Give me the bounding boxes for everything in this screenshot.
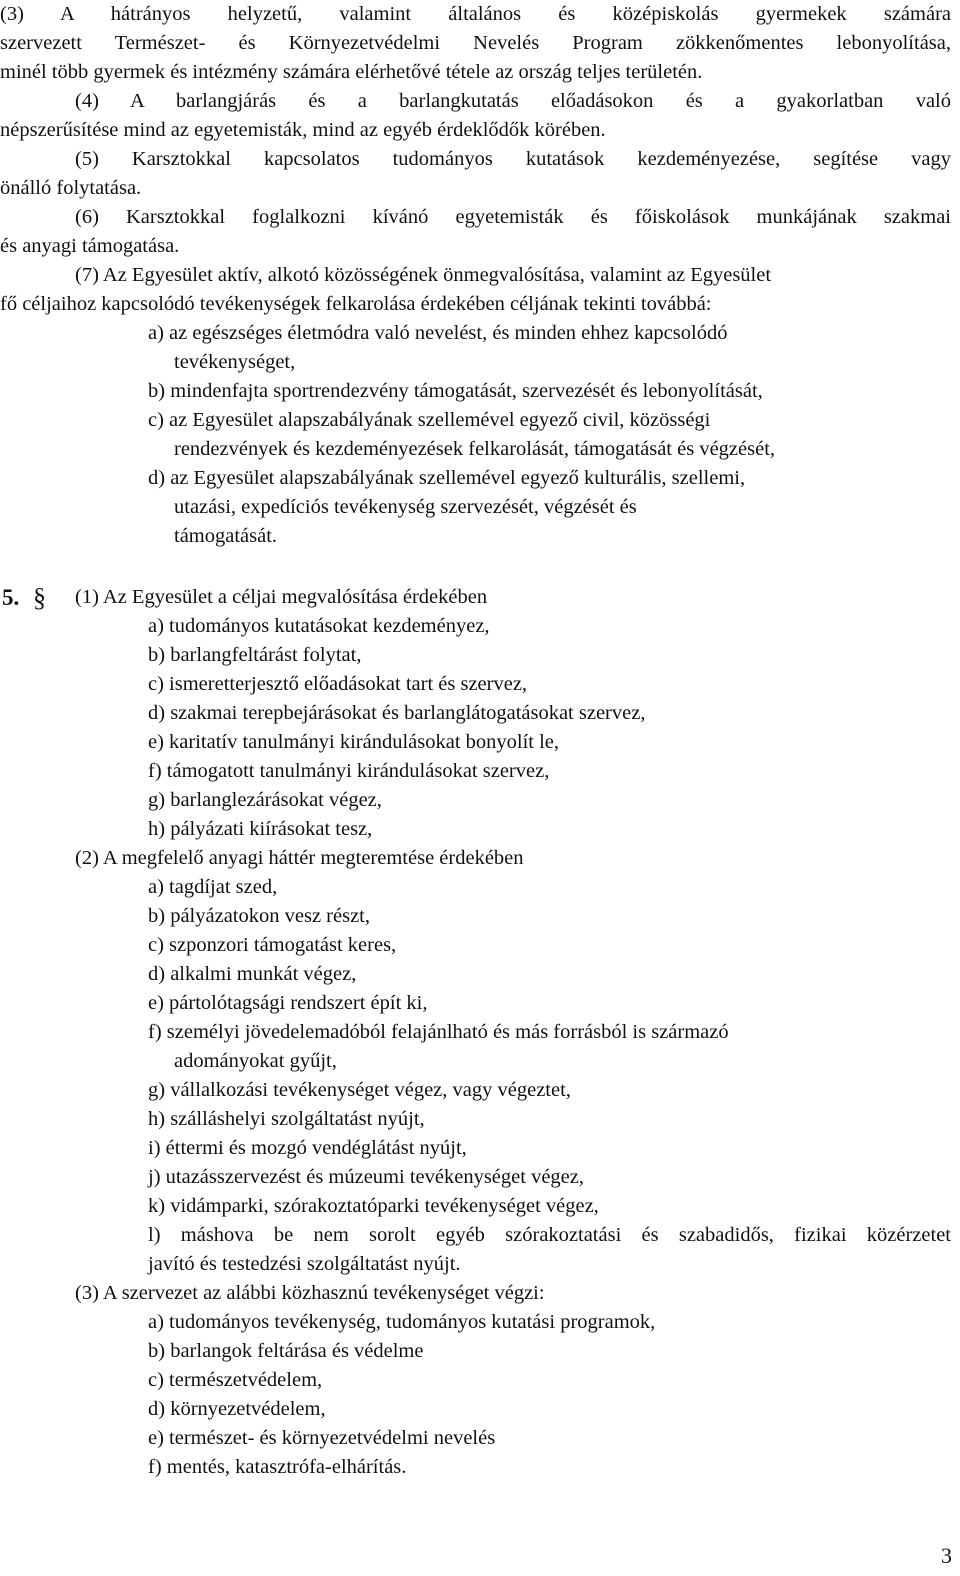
paragraph-6-line-1: (6) Karsztokkal foglalkozni kívánó egyetemisták és főiskolások munkájának szakmai xyxy=(75,206,951,228)
s5-1-b: b) barlangfeltárást folytat, xyxy=(148,644,362,666)
s5-1-f: f) támogatott tanulmányi kirándulásokat szervez, xyxy=(148,760,550,782)
paragraph-3-line-3: minél több gyermek és intézmény számára elérhetővé tétele az ország teljes területén. xyxy=(0,61,703,83)
s5-1-g: g) barlanglezárásokat végez, xyxy=(148,789,382,811)
s5-2-d: d) alkalmi munkát végez, xyxy=(148,963,357,985)
paragraph-3-line-2: szervezett Természet- és Környezetvédelmi Nevelés Program zökkenőmentes lebonyolítása, xyxy=(0,32,951,54)
list-item-a-cont: tevékenységet, xyxy=(174,351,296,373)
section-5-para-1: (1) Az Egyesület a céljai megvalósítása érdekében xyxy=(75,586,488,608)
s5-2-k: k) vidámparki, szórakoztatóparki tevékenységet végez, xyxy=(148,1195,599,1217)
s5-1-h: h) pályázati kiírásokat tesz, xyxy=(148,818,373,840)
s5-2-j: j) utazásszervezést és múzeumi tevékenységet végez, xyxy=(148,1166,584,1188)
s5-3-e: e) természet- és környezetvédelmi nevelés xyxy=(148,1427,496,1449)
list-item-d-cont-2: támogatását. xyxy=(174,525,278,547)
paragraph-7-line-2: fő céljaihoz kapcsolódó tevékenységek felkarolása érdekében céljának tekinti továbbá: xyxy=(0,293,712,315)
list-item-b: b) mindenfajta sportrendezvény támogatását, szervezését és lebonyolítását, xyxy=(148,380,763,402)
paragraph-5-line-1: (5) Karsztokkal kapcsolatos tudományos kutatások kezdeményezése, segítése vagy xyxy=(75,148,951,170)
s5-2-c: c) szponzori támogatást keres, xyxy=(148,934,397,956)
page-number: 3 xyxy=(941,1543,952,1568)
s5-3-f: f) mentés, katasztrófa-elhárítás. xyxy=(148,1456,407,1478)
section-5-para-3: (3) A szervezet az alábbi közhasznú tevékenységet végzi: xyxy=(75,1282,545,1304)
s5-2-b: b) pályázatokon vesz részt, xyxy=(148,905,370,927)
paragraph-5-line-2: önálló folytatása. xyxy=(0,177,142,199)
section-5-para-2: (2) A megfelelő anyagi háttér megteremtése érdekében xyxy=(75,847,524,869)
paragraph-6-line-2: és anyagi támogatása. xyxy=(0,235,180,257)
s5-1-e: e) karitatív tanulmányi kirándulásokat bonyolít le, xyxy=(148,731,560,753)
s5-2-l-cont: javító és testedzési szolgáltatást nyújt. xyxy=(148,1253,461,1275)
paragraph-7-line-1: (7) Az Egyesület aktív, alkotó közösségének önmegvalósítása, valamint az Egyesület xyxy=(75,264,772,286)
list-item-c-cont: rendezvények és kezdeményezések felkarolását, támogatását és végzését, xyxy=(174,438,776,460)
list-item-c: c) az Egyesület alapszabályának szellemével egyező civil, közösségi xyxy=(148,409,711,431)
s5-1-c: c) ismeretterjesztő előadásokat tart és szervez, xyxy=(148,673,528,695)
s5-2-l: l) máshova be nem sorolt egyéb szórakoztatási és szabadidős, fizikai közérzetet xyxy=(148,1224,951,1246)
list-item-d: d) az Egyesület alapszabályának szellemével egyező kulturális, szellemi, xyxy=(148,467,746,489)
s5-2-a: a) tagdíjat szed, xyxy=(148,876,278,898)
s5-3-c: c) természetvédelem, xyxy=(148,1369,323,1391)
paragraph-4-line-2: népszerűsítése mind az egyetemisták, mind az egyéb érdeklődők körében. xyxy=(0,119,606,141)
s5-2-h: h) szálláshelyi szolgáltatást nyújt, xyxy=(148,1108,425,1130)
s5-2-e: e) pártolótagsági rendszert épít ki, xyxy=(148,992,428,1014)
s5-2-f: f) személyi jövedelemadóból felajánlható és más forrásból is származó xyxy=(148,1021,729,1043)
s5-2-f-cont: adományokat gyűjt, xyxy=(174,1050,337,1072)
paragraph-3-line-1: (3) A hátrányos helyzetű, valamint általános és középiskolás gyermekek számára xyxy=(0,3,951,25)
s5-3-a: a) tudományos tevékenység, tudományos kutatási programok, xyxy=(148,1311,656,1333)
paragraph-4-line-1: (4) A barlangjárás és a barlangkutatás előadásokon és a gyakorlatban való xyxy=(75,90,951,112)
list-item-a: a) az egészséges életmódra való nevelést, és minden ehhez kapcsolódó xyxy=(148,322,728,344)
s5-2-g: g) vállalkozási tevékenységet végez, vagy végeztet, xyxy=(148,1079,571,1101)
list-item-d-cont-1: utazási, expedíciós tevékenység szervezését, végzését és xyxy=(174,496,637,518)
section-sign: § xyxy=(33,583,46,612)
section-number: 5. xyxy=(2,585,20,610)
s5-1-a: a) tudományos kutatásokat kezdeményez, xyxy=(148,615,490,637)
s5-3-b: b) barlangok feltárása és védelme xyxy=(148,1340,424,1362)
s5-3-d: d) környezetvédelem, xyxy=(148,1398,326,1420)
s5-2-i: i) éttermi és mozgó vendéglátást nyújt, xyxy=(148,1137,467,1159)
s5-1-d: d) szakmai terepbejárásokat és barlanglátogatásokat szervez, xyxy=(148,702,646,724)
